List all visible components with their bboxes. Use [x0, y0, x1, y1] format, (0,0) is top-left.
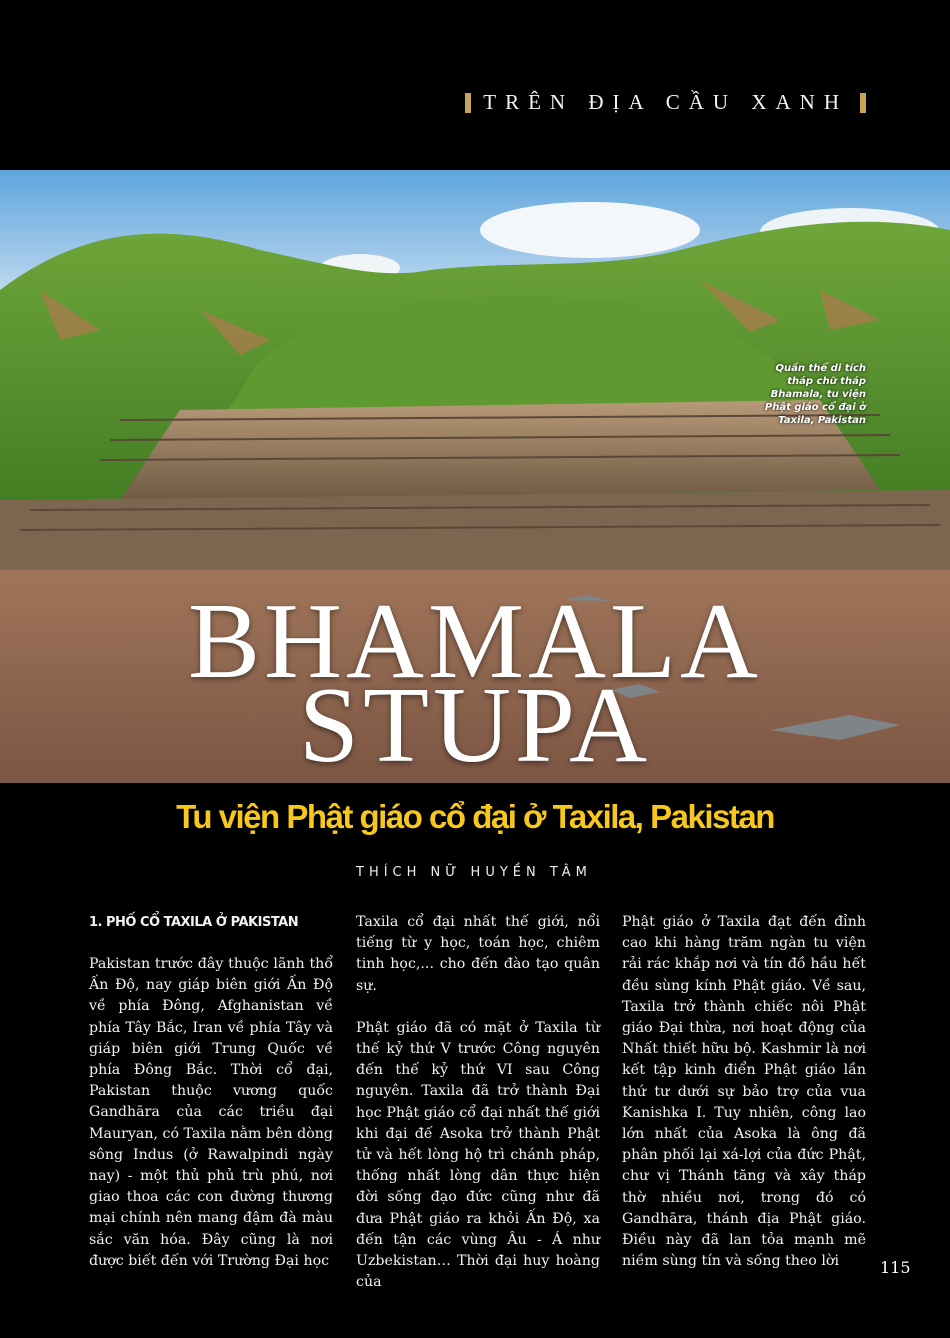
photo-caption: Quần thể di tích tháp chữ tháp Bhamala, tu viện Phật giáo cổ đại ở Taxila, Pakistan [764, 363, 866, 426]
title-line-1: BHAMALA [187, 582, 762, 701]
article-title [0, 582, 950, 785]
title-line-2: STUPA [298, 666, 652, 785]
article-subtitle: Tu viện Phật giáo cổ đại ở Taxila, Pakistan [176, 798, 774, 835]
paragraph: Pakistan trước đây thuộc lãnh thổ Ấn Độ, nay giáp biên giới Ấn Độ về phía Đông, Afghanistan về phía Tây Bắc, Iran về phía Tây và giáp biên giới Trung Quốc về phía Đông Bắc. Thời cổ đại, Pakistan thuộc vương quốc Gandhāra của các triều đại Mauryan, có Taxila nằm bên dòng sông Indus (ở Rawalpindi ngày nay) - một thủ phủ trù phú, nơi giao thoa các con đường thương mại chính nên mang đậm đà màu sắc văn hóa. Đây cũng là nơi được biết đến với Trường Đại học [89, 956, 333, 1269]
accent-bar-right [860, 93, 866, 113]
accent-bar-left [465, 93, 471, 113]
section-header [465, 90, 866, 115]
author-byline: THÍCH NỮ HUYỀN TÂM [356, 865, 592, 880]
section-heading: 1. PHỐ CỔ TAXILA Ở PAKISTAN [89, 915, 299, 930]
page-number: 115 [880, 1258, 911, 1277]
paragraph: Taxila cổ đại nhất thế giới, nổi tiếng từ y học, toán học, chiêm tinh học,... cho đến đào tạo quân sự. [356, 914, 600, 994]
section-label: TRÊN ĐỊA CẦU XANH [483, 90, 848, 114]
paragraph: Phật giáo đã có mặt ở Taxila từ thế kỷ thứ V trước Công nguyên đến thế kỷ thứ VI sau Công nguyên. Taxila đã trở thành Đại học Phật giáo cổ đại nhất thế giới khi đại đế Asoka trở thành Phật tử và hết lòng hộ trì chánh pháp, thống nhất lòng dân thực hiện đời sống đạo đức cũng như đã đưa Phật giáo ra khỏi Ấn Độ, xa đến tận các vùng Âu - Á như Uzbekistan… Thời đại huy hoàng của [356, 1019, 600, 1291]
text-column-1 [89, 912, 333, 1293]
text-column-2 [356, 912, 600, 1314]
text-column-3 [622, 912, 866, 1293]
paragraph: Phật giáo ở Taxila đạt đến đỉnh cao khi hàng trăm ngàn tu viện rải rác khắp nơi và tín đồ hầu hết đều sùng kính Phật giáo. Về sau, Taxila trở thành chiếc nôi Phật giáo Đại thừa, nơi hoạt động của Nhất thiết hữu bộ. Kashmir là nơi kết tập kinh điển Phật giáo lần thứ tư dưới sự bảo trợ của vua Kanishka I. Tuy nhiên, công lao lớn nhất của Asoka là ông đã phân phối lại xá-lợi của đức Phật, chư vị Thánh tăng và xây tháp thờ nhiều nơi, trong đó có Gandhāra, thánh địa Phật giáo. Điều này đã lan tỏa mạnh mẽ niềm sùng tín và sống theo lời [622, 914, 866, 1270]
